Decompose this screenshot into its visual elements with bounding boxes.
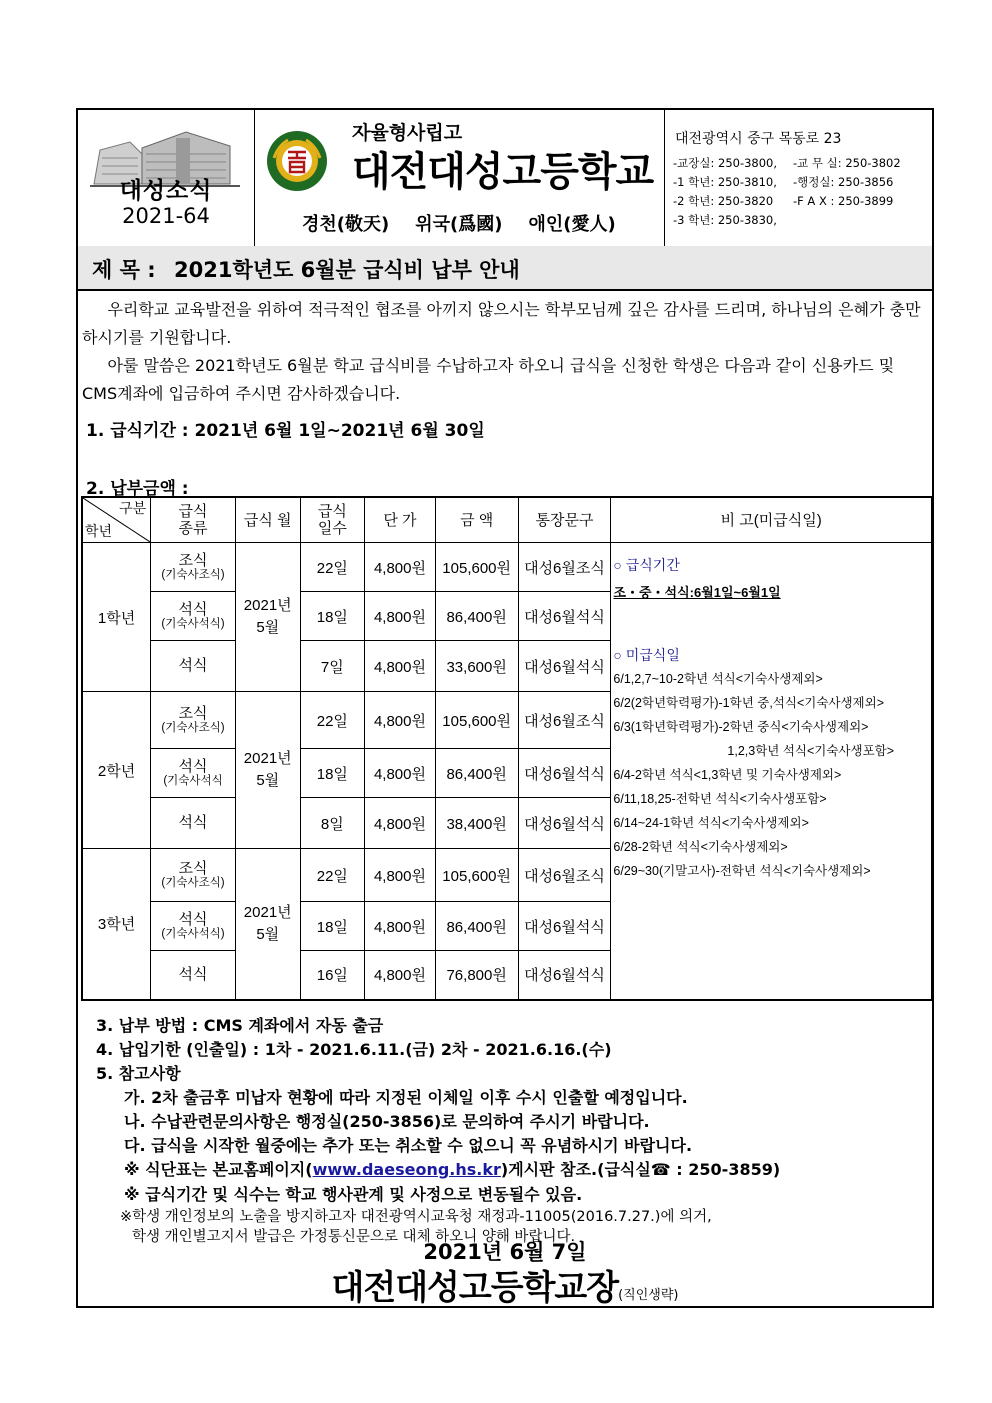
price-cell: 4,800원	[365, 692, 436, 749]
meal-type: 조식	[178, 551, 208, 569]
meal-type-cell	[151, 951, 236, 1000]
note-text: ※ 식단표는 본교홈페이지(	[124, 1160, 313, 1179]
price-cell: 4,800원	[365, 641, 436, 692]
homepage-link[interactable]: www.daeseong.hs.kr	[312, 1160, 501, 1179]
school-name: 대전대성고등학교	[352, 149, 654, 195]
school-address: 대전광역시 중구 목동로 23	[675, 131, 842, 147]
meal-subtype: (기숙사조식)	[161, 876, 225, 889]
price-cell: 4,800원	[365, 951, 436, 1000]
subject-title: 2021학년도 6월분 급식비 납부 안내	[174, 258, 520, 282]
seal-omitted-note: (직인생략)	[618, 1288, 679, 1303]
phone-list	[673, 154, 901, 230]
meal-type: 석식	[178, 814, 208, 831]
remarks-period-head: ○ 급식기간	[613, 557, 680, 573]
subject-bar	[78, 246, 932, 291]
month-cell: 2021년 5월	[235, 849, 300, 1000]
table-header-row	[82, 497, 932, 543]
header-days: 급식 일수	[300, 497, 365, 543]
memo-cell: 대성6월석식	[518, 951, 611, 1000]
document-page	[76, 108, 934, 1308]
meal-type: 석식	[178, 757, 208, 775]
meal-type-cell	[151, 798, 236, 849]
price-cell: 4,800원	[365, 902, 436, 951]
meal-subtype: (기숙사조식)	[161, 568, 225, 581]
phone-entry: -교 무 실: 250-3802	[793, 156, 901, 170]
meal-subtype: (기숙사석식)	[161, 617, 225, 630]
privacy-line: 학생 개인별고지서 발급은 가정통신문으로 대체 하오니 양해 바랍니다.	[132, 1229, 576, 1245]
amount-cell: 86,400원	[435, 592, 518, 641]
header-bank-memo: 통장문구	[518, 497, 611, 543]
remarks-period-text: 조・중・석식:6월1일~6월1일	[613, 585, 781, 600]
grade-cell: 3학년	[82, 849, 151, 1000]
meal-type-cell	[151, 902, 236, 951]
fee-table	[81, 496, 933, 1001]
meal-subtype: (기숙사석식)	[161, 927, 225, 940]
days-cell: 18일	[300, 592, 365, 641]
privacy-line: ※학생 개인정보의 노출을 방지하고자 대전광역시교육청 재정과-11005(2016.7.27.)에 의거,	[120, 1209, 712, 1225]
table-row	[82, 543, 932, 592]
contact-box	[665, 110, 932, 246]
phone-row	[673, 173, 901, 192]
remarks-cell	[611, 543, 932, 1000]
letterhead	[78, 110, 932, 248]
header-unit-price: 단 가	[365, 497, 436, 543]
school-type: 자율형사립고	[352, 122, 463, 144]
meal-type: 석식	[178, 657, 208, 674]
memo-cell: 대성6월석식	[518, 592, 611, 641]
section-notes: 5. 참고사항	[96, 1064, 181, 1083]
subject-label: 제 목 :	[92, 258, 156, 282]
principal-signature: 대전대성고등학교장	[331, 1268, 619, 1308]
memo-cell: 대성6월석식	[518, 798, 611, 849]
note-item	[124, 1158, 780, 1182]
meal-type-cell	[151, 749, 236, 798]
amount-cell: 76,800원	[435, 951, 518, 1000]
motto-3: 애인(愛人)	[528, 214, 616, 235]
memo-cell: 대성6월조식	[518, 692, 611, 749]
days-cell: 8일	[300, 798, 365, 849]
meal-type: 석식	[178, 600, 208, 618]
days-cell: 22일	[300, 849, 365, 902]
days-cell: 18일	[300, 902, 365, 951]
meal-type: 석식	[178, 965, 208, 983]
price-cell: 4,800원	[365, 849, 436, 902]
header-category-top: 구분	[119, 500, 147, 516]
header-meal-type: 급식 종류	[151, 497, 236, 543]
header-month: 급식 월	[235, 497, 300, 543]
amount-cell: 33,600원	[435, 641, 518, 692]
phone-entry: -1 학년: 250-3810,	[673, 175, 777, 189]
amount-cell: 105,600원	[435, 692, 518, 749]
header-category-bottom: 학년	[85, 523, 113, 539]
header-category	[82, 497, 151, 543]
price-cell: 4,800원	[365, 798, 436, 849]
memo-cell: 대성6월조식	[518, 543, 611, 592]
missed-day-item: 6/11,18,25-전학년 석식<기숙사생포함>	[613, 792, 827, 806]
issue-date: 2021년 6월 7일	[423, 1240, 587, 1264]
motto-2: 위국(爲國)	[415, 214, 503, 235]
note-item: ※ 급식기간 및 식수는 학교 행사관계 및 사정으로 변동될수 있음.	[124, 1185, 583, 1204]
days-cell: 22일	[300, 543, 365, 592]
amount-cell: 38,400원	[435, 798, 518, 849]
intro-text: 우리학교 교육발전을 위하여 적극적인 협조를 아끼지 않으시는 학부모님께 깊은 감사를 드리며, 하나님의 은혜가 충만하시기를 기원합니다.	[82, 300, 921, 347]
missed-day-item: 6/29~30(기말고사)-전학년 석식<기숙사생제외>	[613, 864, 871, 878]
missed-day-item: 6/3(1학년학력평가)-2학년 중식<기숙사생제외>	[613, 720, 869, 734]
note-text: )게시판 참조.(급식실☎ : 250-3859)	[500, 1160, 781, 1179]
section-payment-amount: 2. 납부금액 :	[86, 479, 189, 499]
intro-paragraph	[82, 296, 930, 352]
phone-entry: -3 학년: 250-3830,	[673, 213, 777, 227]
school-mottos	[302, 210, 642, 236]
newsletter-box	[78, 110, 255, 246]
memo-cell: 대성6월조식	[518, 849, 611, 902]
section-meal-period: 1. 급식기간 : 2021년 6월 1일~2021년 6월 30일	[86, 421, 485, 441]
days-cell: 7일	[300, 641, 365, 692]
amount-cell: 105,600원	[435, 543, 518, 592]
request-paragraph	[82, 352, 930, 408]
meal-subtype: (기숙사조식)	[161, 721, 225, 734]
meal-type-cell	[151, 543, 236, 592]
meal-type: 조식	[178, 704, 208, 722]
meal-type: 석식	[178, 910, 208, 928]
meal-type-cell	[151, 849, 236, 902]
phone-entry: -교장실: 250-3800,	[673, 156, 778, 170]
meal-type-cell	[151, 692, 236, 749]
amount-cell: 86,400원	[435, 902, 518, 951]
meal-type: 조식	[178, 859, 208, 877]
school-identity	[254, 110, 665, 246]
phone-row	[673, 192, 901, 211]
newsletter-title: 대성소식	[119, 178, 213, 204]
price-cell: 4,800원	[365, 592, 436, 641]
memo-cell: 대성6월석식	[518, 641, 611, 692]
section-payment-method: 3. 납부 방법 : CMS 계좌에서 자동 출금	[96, 1016, 384, 1035]
month-cell: 2021년 5월	[235, 543, 300, 692]
days-cell: 22일	[300, 692, 365, 749]
request-text: 아룰 말씀은 2021학년도 6월분 학교 급식비를 수납하고자 하오니 급식을 신청한 학생은 다음과 같이 신용카드 및 CMS계좌에 입금하여 주시면 감사하겠습니다.	[82, 356, 895, 403]
school-emblem-icon	[264, 128, 330, 194]
days-cell: 18일	[300, 749, 365, 798]
missed-day-item: 6/14~24-1학년 석식<기숙사생제외>	[613, 816, 809, 830]
phone-entry: -2 학년: 250-3820	[673, 194, 774, 208]
meal-subtype: (기숙사석식	[163, 774, 223, 787]
section-deadline: 4. 납입기한 (인출일) : 1차 - 2021.6.11.(금) 2차 - 2021.6.16.(수)	[96, 1040, 612, 1059]
note-item: 나. 수납관련문의사항은 행정실(250-3856)로 문의하여 주시기 바랍니다.	[124, 1112, 650, 1131]
meal-type-cell	[151, 592, 236, 641]
month-cell: 2021년 5월	[235, 692, 300, 849]
phone-row	[673, 154, 901, 173]
memo-cell: 대성6월석식	[518, 902, 611, 951]
motto-1: 경천(敬天)	[302, 214, 390, 235]
grade-cell: 2학년	[82, 692, 151, 849]
missed-day-item: 1,2,3학년 석식<기숙사생포함>	[727, 744, 895, 758]
missed-day-item: 6/2(2학년학력평가)-1학년 중,석식<기숙사생제외>	[613, 696, 884, 710]
header-remarks: 비 고(미급식일)	[611, 497, 932, 543]
phone-entry: -F A X : 250-3899	[793, 194, 894, 208]
signature-block	[78, 1260, 932, 1309]
amount-cell: 105,600원	[435, 849, 518, 902]
note-item: 가. 2차 출금후 미납자 현황에 따라 지정된 이체일 이후 수시 인출할 예정입니다.	[124, 1088, 688, 1107]
phone-row	[673, 211, 901, 230]
amount-cell: 86,400원	[435, 749, 518, 798]
missed-day-item: 6/1,2,7~10-2학년 석식<기숙사생제외>	[613, 672, 823, 686]
price-cell: 4,800원	[365, 749, 436, 798]
days-cell: 16일	[300, 951, 365, 1000]
newsletter-number: 2021-64	[122, 204, 210, 228]
remarks-missed-head: ○ 미급식일	[613, 647, 680, 663]
note-item: 다. 급식을 시작한 월중에는 추가 또는 취소할 수 없으니 꼭 유념하시기 바랍니다.	[124, 1136, 693, 1155]
missed-day-item: 6/28-2학년 석식<기숙사생제외>	[613, 840, 788, 854]
phone-entry: -행정실: 250-3856	[793, 175, 894, 189]
header-amount: 금 액	[435, 497, 518, 543]
meal-type-cell	[151, 641, 236, 692]
missed-day-item: 6/4-2학년 석식<1,3학년 및 기숙사생제외>	[613, 768, 842, 782]
memo-cell: 대성6월석식	[518, 749, 611, 798]
grade-cell: 1학년	[82, 543, 151, 692]
price-cell: 4,800원	[365, 543, 436, 592]
